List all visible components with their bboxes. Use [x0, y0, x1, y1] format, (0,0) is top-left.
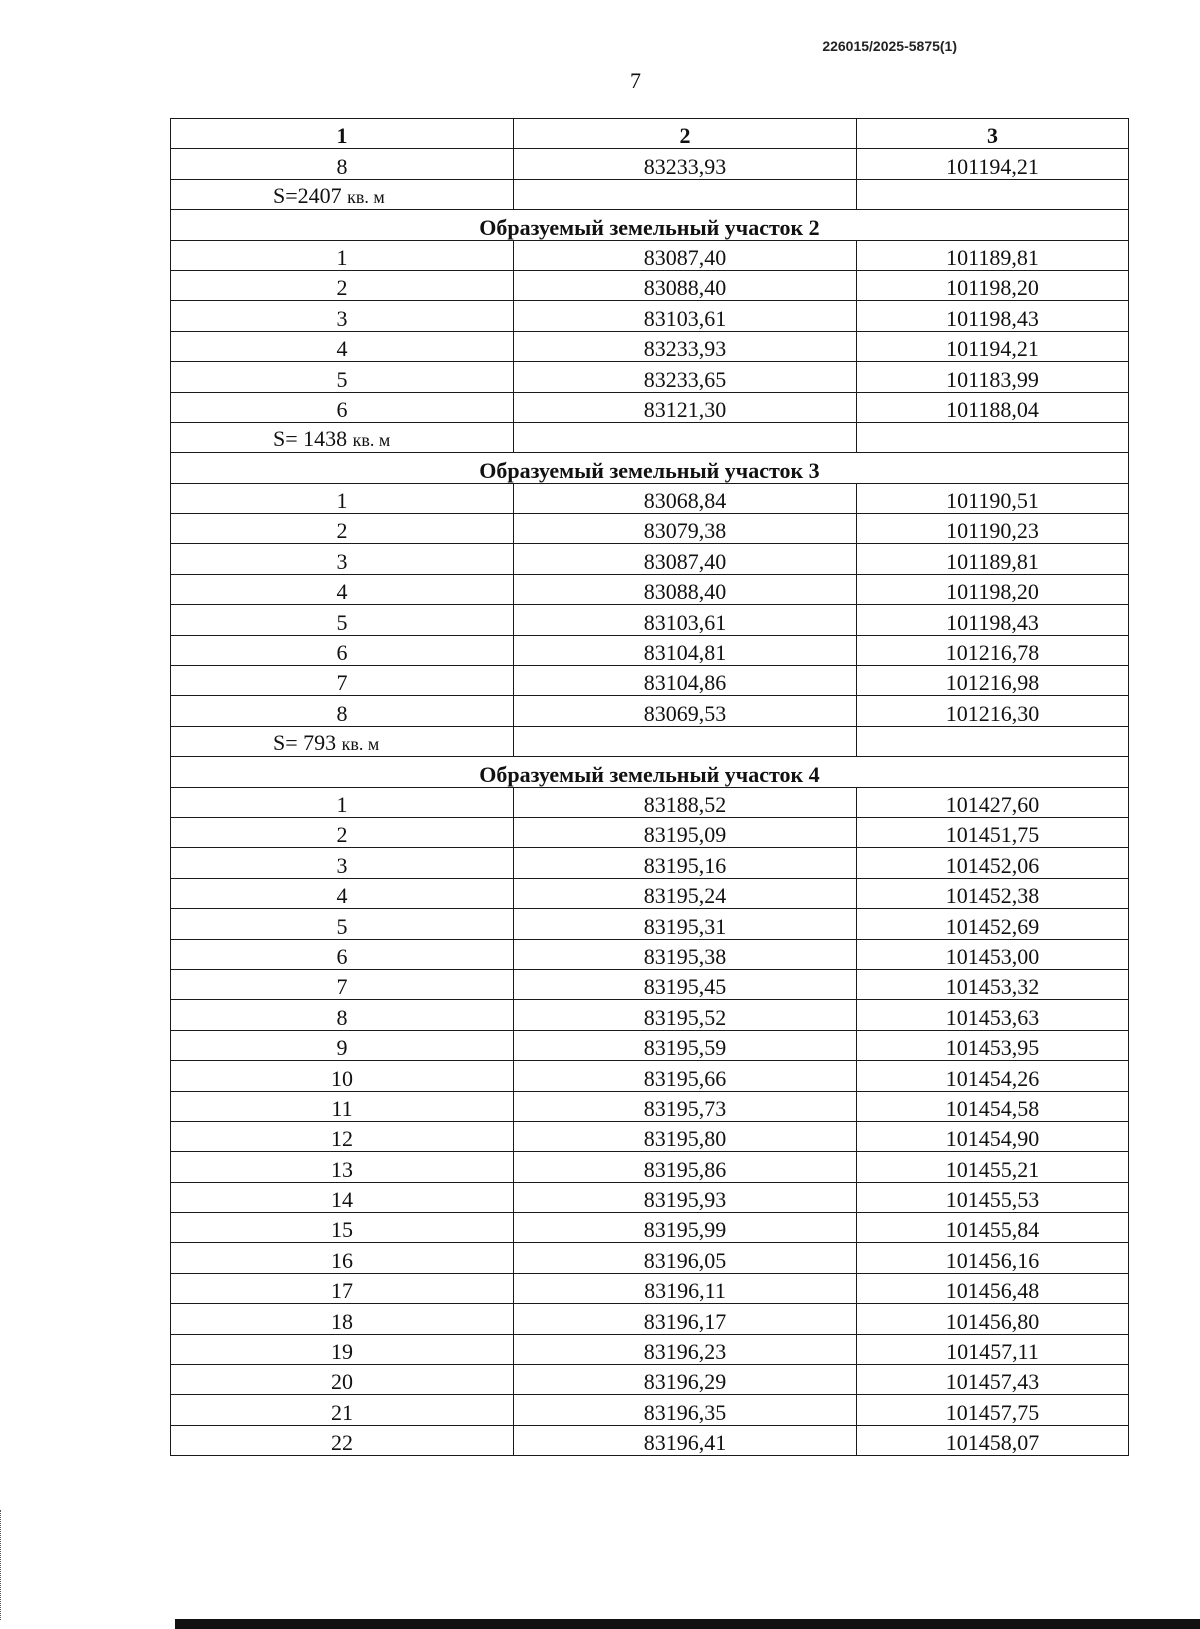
- y-coordinate-cell: 101453,00: [857, 939, 1129, 969]
- y-coordinate-cell: 101455,53: [857, 1182, 1129, 1212]
- empty-cell: [514, 179, 857, 209]
- table-row: [171, 574, 1129, 604]
- area-row: [171, 422, 1129, 452]
- y-coordinate-cell: 101452,38: [857, 878, 1129, 908]
- point-number-cell: 12: [171, 1121, 514, 1151]
- table-row: [171, 362, 1129, 392]
- x-coordinate-cell: 83196,29: [514, 1365, 857, 1395]
- y-coordinate-cell: 101198,20: [857, 574, 1129, 604]
- empty-cell: [857, 422, 1129, 452]
- x-coordinate-cell: 83196,05: [514, 1243, 857, 1273]
- point-number-cell: 6: [171, 635, 514, 665]
- point-number-cell: 3: [171, 848, 514, 878]
- y-coordinate-cell: 101458,07: [857, 1425, 1129, 1455]
- point-number-cell: 9: [171, 1030, 514, 1060]
- point-number-cell: 3: [171, 301, 514, 331]
- table-row: [171, 787, 1129, 817]
- point-number-cell: 4: [171, 574, 514, 604]
- header-cell-y: 3: [857, 119, 1129, 149]
- table-row: [171, 149, 1129, 179]
- x-coordinate-cell: 83195,24: [514, 878, 857, 908]
- section-title: Образуемый земельный участок 2: [171, 210, 1129, 240]
- y-coordinate-cell: 101190,51: [857, 483, 1129, 513]
- section-title: Образуемый земельный участок 3: [171, 453, 1129, 483]
- point-number-cell: 8: [171, 149, 514, 179]
- y-coordinate-cell: 101216,78: [857, 635, 1129, 665]
- table-row: [171, 1182, 1129, 1212]
- table-row: [171, 1273, 1129, 1303]
- table-row: [171, 1395, 1129, 1425]
- point-number-cell: 13: [171, 1152, 514, 1182]
- y-coordinate-cell: 101189,81: [857, 240, 1129, 270]
- area-value: S= 1438: [273, 426, 348, 452]
- y-coordinate-cell: 101456,16: [857, 1243, 1129, 1273]
- page-number: 7: [630, 68, 641, 93]
- header-cell-x: 2: [514, 119, 857, 149]
- table-row: [171, 544, 1129, 574]
- y-coordinate-cell: 101457,11: [857, 1334, 1129, 1364]
- y-coordinate-cell: 101453,32: [857, 969, 1129, 999]
- x-coordinate-cell: 83088,40: [514, 270, 857, 300]
- y-coordinate-cell: 101457,75: [857, 1395, 1129, 1425]
- x-coordinate-cell: 83196,17: [514, 1304, 857, 1334]
- x-coordinate-cell: 83195,38: [514, 939, 857, 969]
- coordinates-table: [170, 118, 1129, 1456]
- table-row: [171, 1030, 1129, 1060]
- area-value: S=2407: [273, 183, 342, 209]
- y-coordinate-cell: 101198,20: [857, 270, 1129, 300]
- point-number-cell: 16: [171, 1243, 514, 1273]
- x-coordinate-cell: 83196,23: [514, 1334, 857, 1364]
- x-coordinate-cell: 83195,52: [514, 1000, 857, 1030]
- point-number-cell: 21: [171, 1395, 514, 1425]
- table-row: [171, 666, 1129, 696]
- area-unit: кв. м: [352, 430, 391, 451]
- x-coordinate-cell: 83079,38: [514, 514, 857, 544]
- point-number-cell: 6: [171, 392, 514, 422]
- y-coordinate-cell: 101216,98: [857, 666, 1129, 696]
- point-number-cell: 6: [171, 939, 514, 969]
- table-row: [171, 1365, 1129, 1395]
- section-title-row: [171, 453, 1129, 483]
- y-coordinate-cell: 101427,60: [857, 787, 1129, 817]
- empty-cell: [857, 726, 1129, 756]
- scan-bottom-edge: [175, 1619, 1200, 1629]
- header-cell-point: 1: [171, 119, 514, 149]
- point-number-cell: 19: [171, 1334, 514, 1364]
- x-coordinate-cell: 83195,09: [514, 817, 857, 847]
- table-row: [171, 909, 1129, 939]
- document-number: 226015/2025-5875(1): [822, 38, 957, 54]
- section-title-row: [171, 757, 1129, 787]
- x-coordinate-cell: 83088,40: [514, 574, 857, 604]
- x-coordinate-cell: 83069,53: [514, 696, 857, 726]
- table-row: [171, 605, 1129, 635]
- point-number-cell: 1: [171, 787, 514, 817]
- table-row: [171, 635, 1129, 665]
- x-coordinate-cell: 83104,81: [514, 635, 857, 665]
- x-coordinate-cell: 83195,86: [514, 1152, 857, 1182]
- section-title: Образуемый земельный участок 4: [171, 757, 1129, 787]
- area-cell: [171, 726, 514, 756]
- y-coordinate-cell: 101194,21: [857, 331, 1129, 361]
- table-row: [171, 514, 1129, 544]
- area-value: S= 793: [273, 730, 337, 756]
- x-coordinate-cell: 83104,86: [514, 666, 857, 696]
- point-number-cell: 2: [171, 514, 514, 544]
- y-coordinate-cell: 101451,75: [857, 817, 1129, 847]
- y-coordinate-cell: 101457,43: [857, 1365, 1129, 1395]
- coordinates-table-body: [171, 119, 1129, 1456]
- x-coordinate-cell: 83103,61: [514, 301, 857, 331]
- y-coordinate-cell: 101456,80: [857, 1304, 1129, 1334]
- table-row: [171, 1425, 1129, 1455]
- x-coordinate-cell: 83195,99: [514, 1213, 857, 1243]
- y-coordinate-cell: 101453,63: [857, 1000, 1129, 1030]
- x-coordinate-cell: 83195,45: [514, 969, 857, 999]
- empty-cell: [514, 726, 857, 756]
- x-coordinate-cell: 83196,35: [514, 1395, 857, 1425]
- table-header-row: [171, 119, 1129, 149]
- empty-cell: [857, 179, 1129, 209]
- x-coordinate-cell: 83087,40: [514, 544, 857, 574]
- table-row: [171, 331, 1129, 361]
- x-coordinate-cell: 83195,73: [514, 1091, 857, 1121]
- x-coordinate-cell: 83068,84: [514, 483, 857, 513]
- point-number-cell: 8: [171, 696, 514, 726]
- area-cell: [171, 179, 514, 209]
- y-coordinate-cell: 101454,90: [857, 1121, 1129, 1151]
- point-number-cell: 2: [171, 817, 514, 847]
- x-coordinate-cell: 83195,80: [514, 1121, 857, 1151]
- area-unit: кв. м: [341, 734, 380, 755]
- area-row: [171, 726, 1129, 756]
- y-coordinate-cell: 101453,95: [857, 1030, 1129, 1060]
- x-coordinate-cell: 83195,16: [514, 848, 857, 878]
- y-coordinate-cell: 101198,43: [857, 605, 1129, 635]
- y-coordinate-cell: 101455,84: [857, 1213, 1129, 1243]
- empty-cell: [514, 422, 857, 452]
- area-row: [171, 179, 1129, 209]
- area-unit: кв. м: [347, 187, 385, 208]
- point-number-cell: 1: [171, 240, 514, 270]
- y-coordinate-cell: 101183,99: [857, 362, 1129, 392]
- table-row: [171, 817, 1129, 847]
- x-coordinate-cell: 83233,65: [514, 362, 857, 392]
- table-row: [171, 1213, 1129, 1243]
- x-coordinate-cell: 83195,93: [514, 1182, 857, 1212]
- y-coordinate-cell: 101454,58: [857, 1091, 1129, 1121]
- x-coordinate-cell: 83233,93: [514, 149, 857, 179]
- table-row: [171, 878, 1129, 908]
- x-coordinate-cell: 83103,61: [514, 605, 857, 635]
- y-coordinate-cell: 101456,48: [857, 1273, 1129, 1303]
- point-number-cell: 5: [171, 362, 514, 392]
- point-number-cell: 1: [171, 483, 514, 513]
- table-row: [171, 392, 1129, 422]
- point-number-cell: 15: [171, 1213, 514, 1243]
- table-row: [171, 939, 1129, 969]
- x-coordinate-cell: 83196,11: [514, 1273, 857, 1303]
- point-number-cell: 4: [171, 878, 514, 908]
- point-number-cell: 5: [171, 605, 514, 635]
- table-row: [171, 1000, 1129, 1030]
- table-row: [171, 1061, 1129, 1091]
- y-coordinate-cell: 101188,04: [857, 392, 1129, 422]
- x-coordinate-cell: 83195,31: [514, 909, 857, 939]
- y-coordinate-cell: 101216,30: [857, 696, 1129, 726]
- table-row: [171, 969, 1129, 999]
- point-number-cell: 11: [171, 1091, 514, 1121]
- point-number-cell: 4: [171, 331, 514, 361]
- table-row: [171, 270, 1129, 300]
- point-number-cell: 20: [171, 1365, 514, 1395]
- x-coordinate-cell: 83195,66: [514, 1061, 857, 1091]
- x-coordinate-cell: 83121,30: [514, 392, 857, 422]
- table-row: [171, 1091, 1129, 1121]
- scan-edge-marks: [0, 1510, 5, 1620]
- point-number-cell: 2: [171, 270, 514, 300]
- point-number-cell: 18: [171, 1304, 514, 1334]
- x-coordinate-cell: 83087,40: [514, 240, 857, 270]
- x-coordinate-cell: 83233,93: [514, 331, 857, 361]
- table-row: [171, 301, 1129, 331]
- point-number-cell: 17: [171, 1273, 514, 1303]
- table-row: [171, 848, 1129, 878]
- table-row: [171, 483, 1129, 513]
- point-number-cell: 14: [171, 1182, 514, 1212]
- y-coordinate-cell: 101452,69: [857, 909, 1129, 939]
- y-coordinate-cell: 101190,23: [857, 514, 1129, 544]
- y-coordinate-cell: 101455,21: [857, 1152, 1129, 1182]
- table-row: [171, 1243, 1129, 1273]
- point-number-cell: 5: [171, 909, 514, 939]
- table-row: [171, 1152, 1129, 1182]
- point-number-cell: 7: [171, 666, 514, 696]
- area-cell: [171, 422, 514, 452]
- y-coordinate-cell: 101452,06: [857, 848, 1129, 878]
- section-title-row: [171, 210, 1129, 240]
- point-number-cell: 3: [171, 544, 514, 574]
- x-coordinate-cell: 83195,59: [514, 1030, 857, 1060]
- point-number-cell: 7: [171, 969, 514, 999]
- point-number-cell: 8: [171, 1000, 514, 1030]
- x-coordinate-cell: 83188,52: [514, 787, 857, 817]
- point-number-cell: 22: [171, 1425, 514, 1455]
- table-row: [171, 240, 1129, 270]
- table-row: [171, 1334, 1129, 1364]
- table-row: [171, 1121, 1129, 1151]
- y-coordinate-cell: 101198,43: [857, 301, 1129, 331]
- y-coordinate-cell: 101454,26: [857, 1061, 1129, 1091]
- x-coordinate-cell: 83196,41: [514, 1425, 857, 1455]
- table-row: [171, 696, 1129, 726]
- point-number-cell: 10: [171, 1061, 514, 1091]
- table-row: [171, 1304, 1129, 1334]
- y-coordinate-cell: 101189,81: [857, 544, 1129, 574]
- y-coordinate-cell: 101194,21: [857, 149, 1129, 179]
